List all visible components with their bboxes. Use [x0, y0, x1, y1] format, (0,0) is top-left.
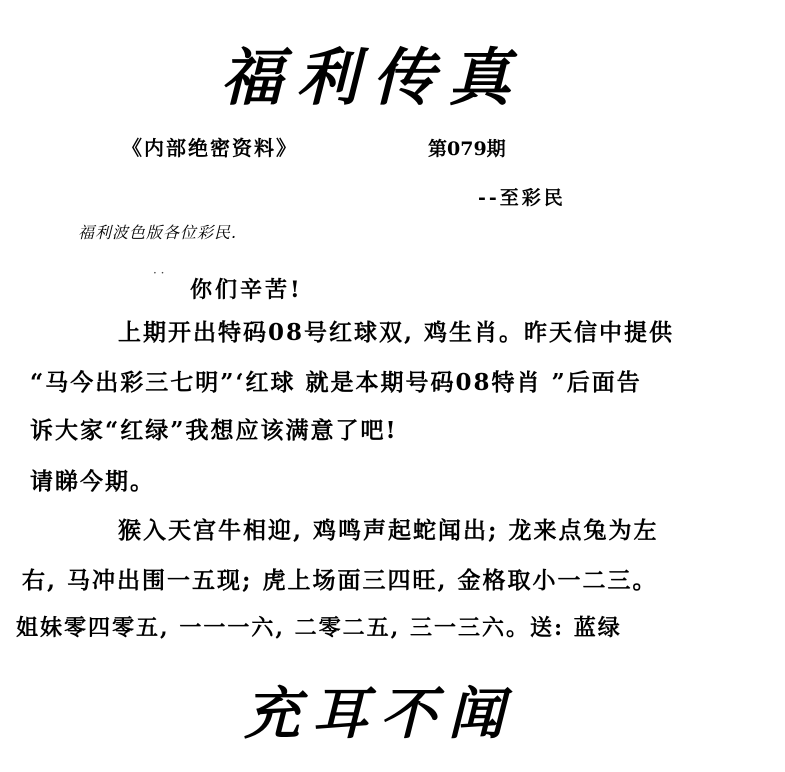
- body-line: 上期开出特码08号红球双, 鸡生肖。昨天信中提供: [118, 319, 675, 346]
- body-line: 右, 马冲出围一五现; 虎上场面三四旺, 金格取小一二三。: [22, 567, 658, 594]
- body-line: 诉大家“红绿”我想应该满意了吧!: [30, 417, 398, 444]
- body-line: “马今出彩三七明”‘红球 就是本期号码08特肖 ”后面告: [30, 369, 642, 396]
- body-line: 姐妹零四零五, 一一一六, 二零二五, 三一三六。送: 蓝绿: [16, 615, 622, 641]
- decorative-dots: · ·: [153, 266, 165, 280]
- greeting-line: 福利波色版各位彩民.: [78, 223, 238, 242]
- issue-number: 第079期: [428, 138, 506, 160]
- thanks-line: 你们辛苦!: [190, 277, 303, 303]
- body-line: 猴入天宫牛相迎, 鸡鸣声起蛇闻出; 龙来点兔为左: [118, 517, 659, 544]
- signature: --至彩民: [478, 187, 566, 209]
- footer-title: 充耳不闻: [244, 681, 516, 747]
- page-title: 福利传真: [220, 41, 525, 114]
- internal-label: 《内部绝密资料》: [122, 136, 298, 160]
- body-line: 请睇今期。: [30, 468, 155, 495]
